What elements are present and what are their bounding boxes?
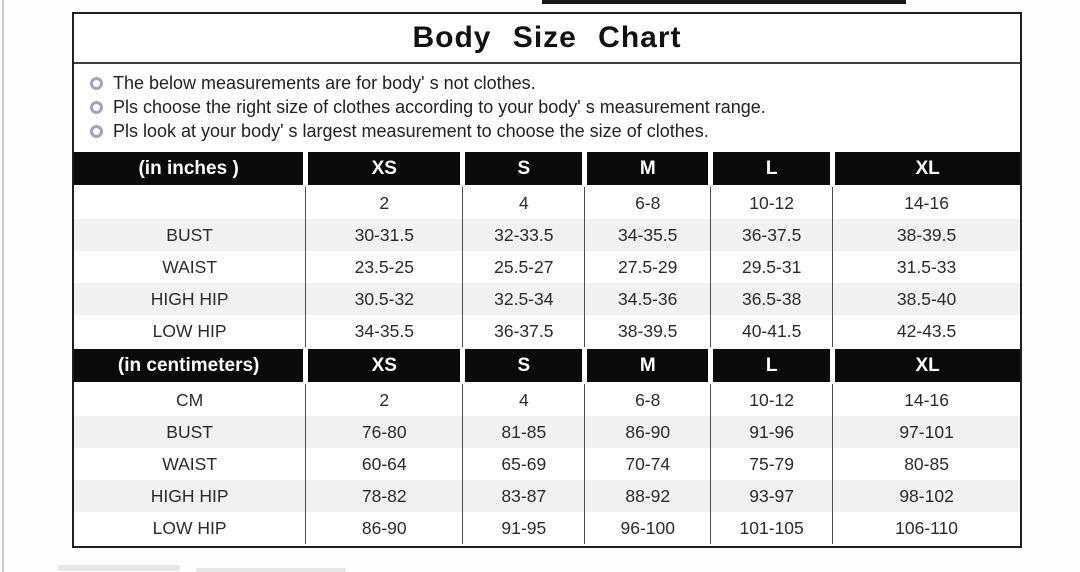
table-row [74,512,1020,544]
size-value-cell: 80-85 [833,448,1020,480]
size-col-header: S [463,151,585,186]
size-col-header: M [585,151,711,186]
size-value-cell: 97-101 [833,416,1020,448]
size-value-cell: 60-64 [306,448,463,480]
size-value-cell: 65-69 [463,448,585,480]
size-col-header: M [585,348,711,383]
size-col-header: L [711,151,833,186]
size-value-cell: 10-12 [711,383,833,416]
measurement-label: HIGH HIP [74,480,306,512]
size-value-cell: 38.5-40 [833,283,1020,315]
size-value-cell: 83-87 [463,480,585,512]
note-text: The below measurements are for body' s not clothes. [113,72,536,93]
bullet-ring-icon [90,77,103,90]
size-value-cell: 38-39.5 [585,315,711,348]
measurement-label: BUST [74,219,306,251]
size-value-cell: 2 [306,383,463,416]
size-value-cell: 36.5-38 [711,283,833,315]
size-value-cell: 27.5-29 [585,251,711,283]
size-value-cell: 30.5-32 [306,283,463,315]
size-col-header: L [711,348,833,383]
size-value-cell: 88-92 [585,480,711,512]
table-row [74,283,1020,315]
size-value-cell: 98-102 [833,480,1020,512]
size-value-cell: 4 [463,383,585,416]
size-col-header: XS [306,151,463,186]
size-header-row [74,348,1020,383]
size-value-cell: 75-79 [711,448,833,480]
table-row [74,448,1020,480]
size-value-cell: 30-31.5 [306,219,463,251]
size-value-cell: 6-8 [585,383,711,416]
bullet-ring-icon [90,101,103,114]
measurement-label: CM [176,389,204,410]
size-value-cell: 38-39.5 [833,219,1020,251]
note-item [90,95,1010,119]
bullet-ring-icon [90,125,103,138]
section-unit-label: (in inches ) [74,151,306,186]
size-value-cell: 34.5-36 [585,283,711,315]
measurement-label: LOW HIP [152,517,227,538]
size-value-cell: 91-96 [711,416,833,448]
top-crop-strip [542,0,906,4]
size-col-header: XL [833,151,1020,186]
size-header-row [74,151,1020,186]
size-value-cell: 4 [463,186,585,219]
size-value-cell: 40-41.5 [711,315,833,348]
table-row [74,383,1020,416]
size-value-cell: 101-105 [711,512,833,544]
size-value-cell: 86-90 [306,512,463,544]
table-row [74,251,1020,283]
size-value-cell: 86-90 [585,416,711,448]
size-value-cell: 36-37.5 [463,315,585,348]
size-value-cell: 70-74 [585,448,711,480]
note-text: Pls choose the right size of clothes according to your body' s measurement range. [113,96,766,117]
size-value-cell: 25.5-27 [463,251,585,283]
bottom-crop-mark [196,568,346,572]
measurement-label: HIGH HIP [74,283,306,315]
size-value-cell: 34-35.5 [585,219,711,251]
size-value-cell: 29.5-31 [711,251,833,283]
size-table-body [74,151,1020,544]
table-row [74,186,1020,219]
size-value-cell: 42-43.5 [833,315,1020,348]
size-value-cell: 14-16 [833,383,1020,416]
table-row [74,219,1020,251]
left-edge-line [2,0,4,572]
section-unit-label: (in centimeters) [74,348,306,383]
size-value-cell: 6-8 [585,186,711,219]
table-row [74,480,1020,512]
size-value-cell: 93-97 [711,480,833,512]
note-item [90,119,1010,143]
size-chart-panel [72,12,1022,548]
size-value-cell: 32-33.5 [463,219,585,251]
measurement-label: LOW HIP [152,320,227,341]
size-value-cell: 106-110 [833,512,1020,544]
table-row [74,315,1020,348]
notes-list [74,64,1020,150]
measurement-label: WAIST [162,256,218,277]
measurement-label: BUST [74,416,306,448]
size-value-cell: 91-95 [463,512,585,544]
size-value-cell: 34-35.5 [306,315,463,348]
size-value-cell: 36-37.5 [711,219,833,251]
bottom-crop-mark [58,565,180,571]
size-col-header: XS [306,348,463,383]
size-col-header: XL [833,348,1020,383]
size-value-cell: 14-16 [833,186,1020,219]
size-value-cell: 32.5-34 [463,283,585,315]
size-value-cell: 78-82 [306,480,463,512]
size-value-cell: 2 [306,186,463,219]
note-text: Pls look at your body' s largest measurement to choose the size of clothes. [113,120,709,141]
note-item [90,71,1010,95]
table-row [74,416,1020,448]
size-value-cell: 10-12 [711,186,833,219]
size-table [74,150,1020,544]
size-col-header: S [463,348,585,383]
size-value-cell: 76-80 [306,416,463,448]
size-value-cell: 23.5-25 [306,251,463,283]
size-value-cell: 81-85 [463,416,585,448]
size-value-cell: 96-100 [585,512,711,544]
measurement-label [74,186,306,219]
page-title: Body Size Chart [74,14,1020,64]
measurement-label: WAIST [162,453,218,474]
size-value-cell: 31.5-33 [833,251,1020,283]
